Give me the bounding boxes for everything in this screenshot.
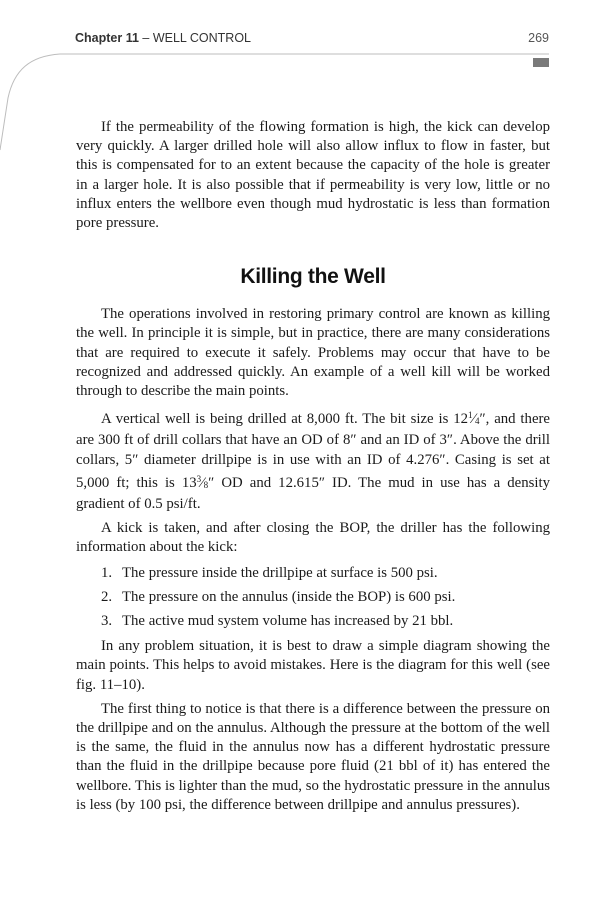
list-item-text: The pressure inside the drillpipe at surface is 500 psi. bbox=[122, 564, 438, 581]
well-description-part-2: ″, and there are 300 ft of drill collars that have an OD of 8″ and an ID of 3″. Above the drill collars, 5″ diameter drillpipe is in use with an ID of 4.276″. Casing is set at 5,000 ft; this is 13 bbox=[76, 411, 551, 491]
fraction-numerator: 3 bbox=[196, 473, 202, 484]
chapter-label: Chapter 11 bbox=[75, 31, 139, 45]
page-body bbox=[76, 118, 550, 815]
chapter-title: WELL CONTROL bbox=[152, 31, 251, 45]
list-item bbox=[101, 564, 550, 583]
intro-paragraph: If the permeability of the flowing formation is high, the kick can develop very quickly. A larger drilled hole will also allow influx to flow in faster, but this is compensated for to an extent because the capacity of the hole is greater in a larger hole. It is also possible that if permeability is very low, little or no influx enters the wellbore even though mud hydrostatic is less than formation pore pressure. bbox=[76, 119, 550, 232]
list-item bbox=[101, 612, 550, 631]
fraction-denominator: 8 bbox=[203, 479, 209, 490]
paragraph-kill-operations: The operations involved in restoring primary control are known as killing the well. In principle it is simple, but in practice, there are many considerations that are required to execute it safely. Problems may occur that have to be recognized and addressed quickly. An example of a well kill will be worked through to describe the main points. bbox=[76, 306, 550, 400]
list-item-number: 2. bbox=[101, 588, 113, 605]
paragraph-diagram: In any problem situation, it is best to draw a simple diagram showing the main points. This helps to avoid mistakes. Here is the diagram for this well (see fig. 11–10). bbox=[76, 638, 550, 693]
list-item bbox=[101, 588, 550, 607]
paragraph-well-description: A vertical well is being drilled at 8,000 ft. The bit size is $12^1⁄_4''$, and there are 300 ft of drill collars that have an OD of 8″ and an ID of 3″. Above the drill collars, 5″ diameter drillpipe is in use with an ID of 4.276″. Casing is set at 5,000 ft; this is $13^3⁄_8''$ OD and 12.615″ ID. The mud in use has a density gradient of 0.5 psi/ft. bbox=[76, 410, 551, 513]
fraction-numerator: 1 bbox=[468, 410, 473, 421]
chapter-heading bbox=[75, 31, 251, 45]
kick-info-list bbox=[76, 564, 550, 632]
page-number: 269 bbox=[528, 31, 549, 45]
list-item-number: 3. bbox=[101, 613, 113, 630]
fraction-denominator: 4 bbox=[474, 416, 480, 427]
page-tab-marker bbox=[533, 58, 549, 67]
well-description-part-1: A vertical well is being drilled at 8,000 ft. The bit size is 12 bbox=[101, 411, 468, 428]
well-description-part-3: ″ OD and 12.615″ ID. The mud in use has a density gradient of 0.5 psi/ft. bbox=[76, 474, 550, 513]
list-item-text: The active mud system volume has increased by 21 bbl. bbox=[122, 613, 454, 630]
paragraph-kick-info: A kick is taken, and after closing the BOP, the driller has the following information about the kick: bbox=[76, 520, 550, 556]
section-heading: Killing the Well bbox=[240, 265, 386, 289]
list-item-number: 1. bbox=[101, 564, 113, 581]
list-item-text: The pressure on the annulus (inside the BOP) is 600 psi. bbox=[122, 588, 456, 605]
paragraph-pressure-difference: The first thing to notice is that there is a difference between the pressure on the drillpipe and on the annulus. Although the pressure at the bottom of the well is the same, the fluid in the annulus now has a different hydrostatic pressure than the fluid in the drillpipe because pore fluid (21 bbl of it) has entered the wellbore. This is lighter than the mud, so the hydrostatic pressure in the annulus is less (by 100 psi, the difference between drillpipe and annulus pressures). bbox=[76, 700, 550, 813]
chapter-separator: – bbox=[138, 31, 153, 45]
